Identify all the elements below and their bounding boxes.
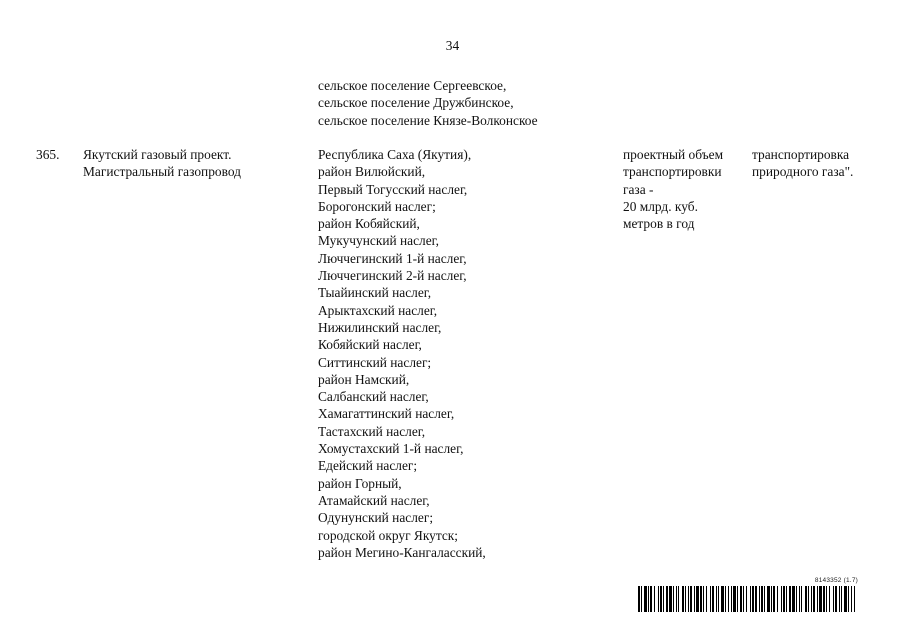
- barcode-bar: [777, 586, 778, 612]
- document-barcode: [638, 577, 858, 613]
- text-line: газа -: [623, 181, 654, 197]
- barcode-bar: [696, 586, 699, 612]
- barcode-bar: [826, 586, 827, 612]
- barcode-bar: [690, 586, 692, 612]
- barcode-bar: [673, 586, 674, 612]
- barcode-bar: [764, 586, 765, 612]
- barcode-bar: [666, 586, 668, 612]
- text-line: район Вилюйский,: [318, 164, 426, 180]
- barcode-bar: [721, 586, 724, 612]
- text-line: Кобяйский наслег,: [318, 337, 422, 353]
- text-line: проектный объем: [623, 147, 724, 162]
- barcode-bar: [654, 586, 655, 612]
- text-line: Хамагаттинский наслег,: [318, 406, 455, 422]
- barcode-bar: [700, 586, 702, 612]
- text-line: 20 млрд. куб.: [623, 198, 698, 214]
- barcode-bar: [718, 586, 719, 612]
- barcode-bar: [773, 586, 775, 612]
- barcode-caption: 8143352 (1.7): [814, 577, 858, 584]
- barcode-bar: [669, 586, 672, 612]
- barcode-bar: [660, 586, 662, 612]
- barcode-bar: [844, 586, 847, 612]
- barcode-bar: [811, 586, 812, 612]
- barcode-bar: [638, 586, 640, 612]
- text-line: Одунунский наслег;: [318, 510, 434, 526]
- barcode-bar: [706, 586, 707, 612]
- barcode-bar: [710, 586, 711, 612]
- barcode-bar: [799, 586, 800, 612]
- barcode-bar: [839, 586, 840, 612]
- barcode-bar: [796, 586, 797, 612]
- barcode-bar: [676, 586, 677, 612]
- text-line: Хомустахский 1-й наслег,: [318, 441, 464, 457]
- text-line: Мукучунский наслег,: [318, 233, 440, 249]
- barcode-bar: [740, 586, 742, 612]
- text-line: Нижилинский наслег,: [318, 319, 442, 335]
- text-line: природного газа".: [752, 164, 854, 180]
- barcode-bar: [854, 586, 855, 612]
- barcode-bar: [716, 586, 717, 612]
- barcode-bar: [841, 586, 842, 612]
- text-line: Магистральный газопровод: [83, 164, 241, 180]
- barcode-bar: [813, 586, 815, 612]
- barcode-bar: [731, 586, 732, 612]
- barcode-bar: [801, 586, 802, 612]
- text-line: Борогонский наслег;: [318, 198, 436, 214]
- text-line: Якутский газовый проект.: [83, 147, 232, 162]
- object-purpose: [752, 146, 853, 181]
- barcode-bar: [851, 586, 852, 612]
- text-line: сельское поселение Князе-Волконское: [318, 112, 538, 128]
- barcode-bar: [712, 586, 714, 612]
- text-line: район Кобяйский,: [318, 216, 420, 232]
- barcode-bar: [725, 586, 726, 612]
- barcode-bar: [737, 586, 738, 612]
- text-line: район Намский,: [318, 371, 410, 387]
- barcode-bar: [755, 586, 757, 612]
- barcode-bar: [685, 586, 686, 612]
- text-line: Едейский наслег;: [318, 458, 418, 474]
- barcode-bar: [848, 586, 849, 612]
- barcode-bar: [767, 586, 770, 612]
- barcode-bar: [805, 586, 807, 612]
- barcode-bar: [650, 586, 652, 612]
- barcode-bar: [644, 586, 647, 612]
- text-line: Люччегинский 1-й наслег,: [318, 250, 467, 266]
- barcode-bar: [771, 586, 772, 612]
- object-capacity: [623, 146, 723, 232]
- barcode-bar: [678, 586, 679, 612]
- barcode-bar: [694, 586, 695, 612]
- text-line: Салбанский наслег,: [318, 389, 429, 405]
- barcode-bar: [743, 586, 744, 612]
- object-name: [83, 146, 241, 181]
- text-line: сельское поселение Сергеевское,: [318, 78, 507, 93]
- text-line: Арыктахский наслег,: [318, 302, 438, 318]
- barcode-bar: [781, 586, 782, 612]
- barcode-bar: [728, 586, 729, 612]
- barcode-bar: [833, 586, 834, 612]
- text-line: Первый Тогусский наслег,: [318, 181, 468, 197]
- text-line: район Горный,: [318, 475, 402, 491]
- barcode-image: [638, 586, 858, 612]
- text-line: транспортировка: [752, 147, 850, 162]
- text-line: Атамайский наслег,: [318, 492, 430, 508]
- text-line: метров в год: [623, 216, 695, 232]
- barcode-bar: [663, 586, 664, 612]
- barcode-bar: [829, 586, 830, 612]
- page-number: 34: [445, 38, 460, 53]
- barcode-bar: [648, 586, 649, 612]
- barcode-bar: [682, 586, 684, 612]
- barcode-bar: [761, 586, 763, 612]
- barcode-bar: [786, 586, 787, 612]
- barcode-bar: [789, 586, 791, 612]
- text-line: Республика Саха (Якутия),: [318, 147, 472, 162]
- barcode-bar: [752, 586, 754, 612]
- barcode-bar: [688, 586, 689, 612]
- continuation-locations: [318, 77, 538, 129]
- barcode-bar: [823, 586, 825, 612]
- barcode-bar: [835, 586, 837, 612]
- row-number: 365.: [36, 147, 60, 162]
- text-line: Тыайинский наслег,: [318, 285, 432, 301]
- text-line: сельское поселение Дружбинское,: [318, 95, 514, 111]
- barcode-bar: [808, 586, 809, 612]
- text-line: транспортировки: [623, 164, 722, 180]
- text-line: Люччегинский 2-й наслег,: [318, 268, 467, 284]
- text-line: Тастахский наслег,: [318, 423, 426, 439]
- barcode-bar: [658, 586, 659, 612]
- barcode-bar: [641, 586, 642, 612]
- barcode-bar: [703, 586, 704, 612]
- barcode-bar: [792, 586, 795, 612]
- barcode-bar: [759, 586, 760, 612]
- barcode-bar: [733, 586, 736, 612]
- object-locations: [318, 146, 486, 561]
- text-line: городской округ Якутск;: [318, 527, 459, 543]
- text-line: район Мегино-Кангаласский,: [318, 544, 486, 560]
- barcode-bar: [750, 586, 751, 612]
- text-line: Ситтинский наслег;: [318, 354, 432, 370]
- barcode-bar: [817, 586, 818, 612]
- barcode-bar: [783, 586, 785, 612]
- barcode-bar: [819, 586, 822, 612]
- barcode-bar: [746, 586, 747, 612]
